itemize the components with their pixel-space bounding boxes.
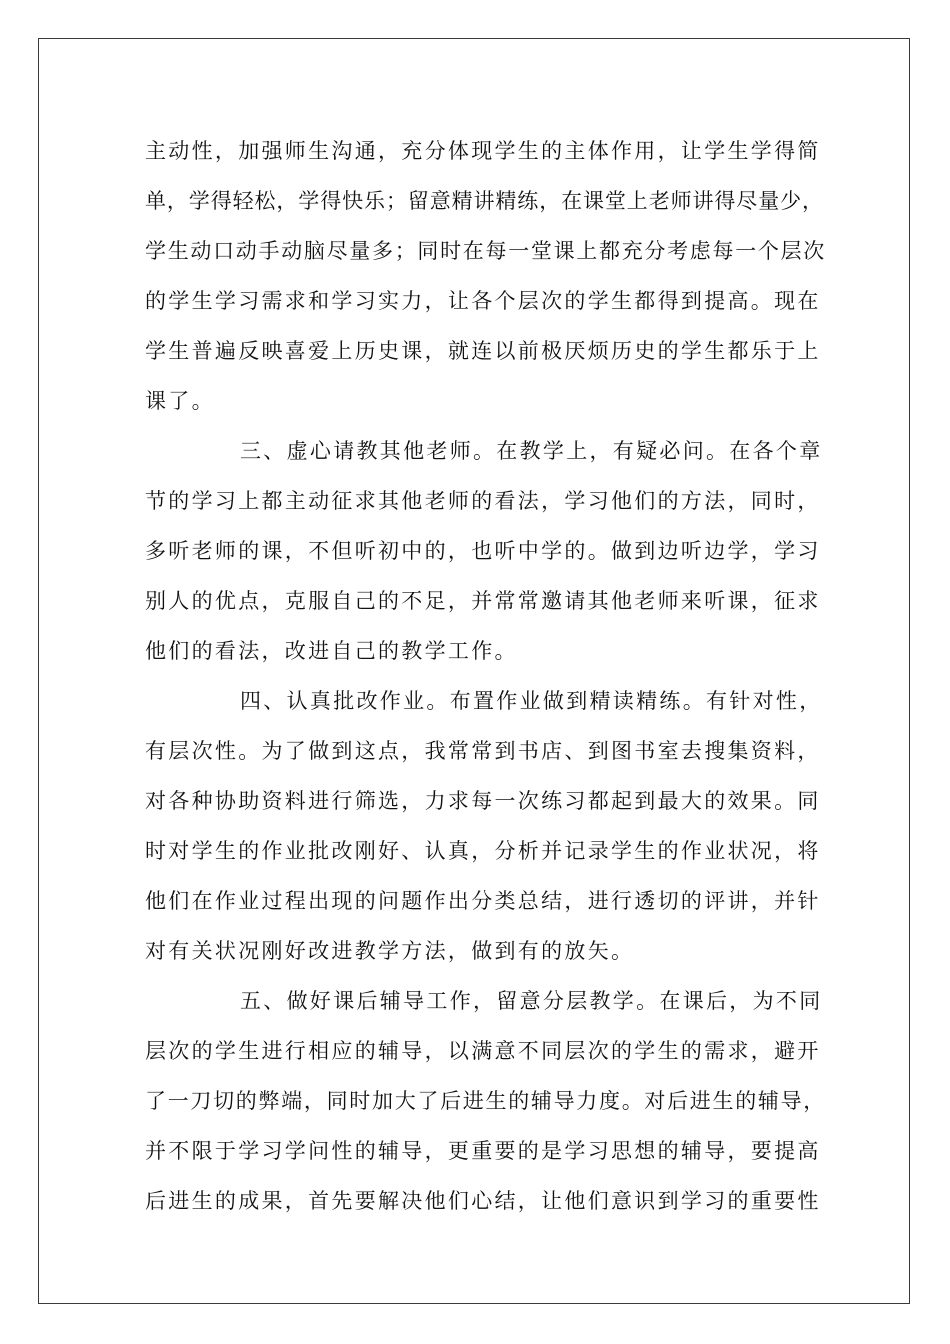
text-line: 并不限于学习学问性的辅导，更重要的是学习思想的辅导，要提高 <box>145 1139 821 1163</box>
text-line: 多听老师的课，不但听初中的，也听中学的。做到边听边学，学习 <box>145 539 821 563</box>
text-line: 有层次性。为了做到这点，我常常到书店、到图书室去搜集资料， <box>145 739 821 763</box>
text-line: 五、做好课后辅导工作，留意分层教学。在课后，为不同 <box>240 989 823 1013</box>
text-line: 四、认真批改作业。布置作业做到精读精练。有针对性， <box>240 689 823 713</box>
text-line: 对各种协助资料进行筛选，力求每一次练习都起到最大的效果。同 <box>145 789 821 813</box>
text-line: 他们在作业过程出现的问题作出分类总结，进行透切的评讲，并针 <box>145 889 821 913</box>
text-line: 别人的优点，克服自己的不足，并常常邀请其他老师来听课，征求 <box>145 589 821 613</box>
paragraph-1 <box>145 126 825 426</box>
text-line: 课了。 <box>145 389 215 413</box>
text-line: 学生普遍反映喜爱上历史课，就连以前极厌烦历史的学生都乐于上 <box>145 339 821 363</box>
text-line: 节的学习上都主动征求其他老师的看法，学习他们的方法，同时， <box>145 489 821 513</box>
text-line: 对有关状况刚好改进教学方法，做到有的放矢。 <box>145 939 635 963</box>
text-line: 时对学生的作业批改刚好、认真，分析并记录学生的作业状况，将 <box>145 839 821 863</box>
text-line: 主动性，加强师生沟通，充分体现学生的主体作用，让学生学得简 <box>145 139 821 163</box>
text-line: 三、虚心请教其他老师。在教学上，有疑必问。在各个章 <box>240 439 823 463</box>
text-line: 后进生的成果，首先要解决他们心结，让他们意识到学习的重要性 <box>145 1189 821 1213</box>
text-line: 他们的看法，改进自己的教学工作。 <box>145 639 518 663</box>
text-line: 层次的学生进行相应的辅导，以满意不同层次的学生的需求，避开 <box>145 1039 821 1063</box>
document-body <box>145 126 825 1226</box>
text-line: 了一刀切的弊端，同时加大了后进生的辅导力度。对后进生的辅导， <box>145 1089 826 1113</box>
text-line: 单，学得轻松，学得快乐；留意精讲精练，在课堂上老师讲得尽量少， <box>145 189 824 213</box>
paragraph-4 <box>145 976 825 1226</box>
paragraph-3 <box>145 676 825 976</box>
paragraph-2 <box>145 426 825 676</box>
text-line: 的学生学习需求和学习实力，让各个层次的学生都得到提高。现在 <box>145 289 821 313</box>
text-line: 学生动口动手动脑尽量多；同时在每一堂课上都充分考虑每一个层次 <box>145 239 826 263</box>
